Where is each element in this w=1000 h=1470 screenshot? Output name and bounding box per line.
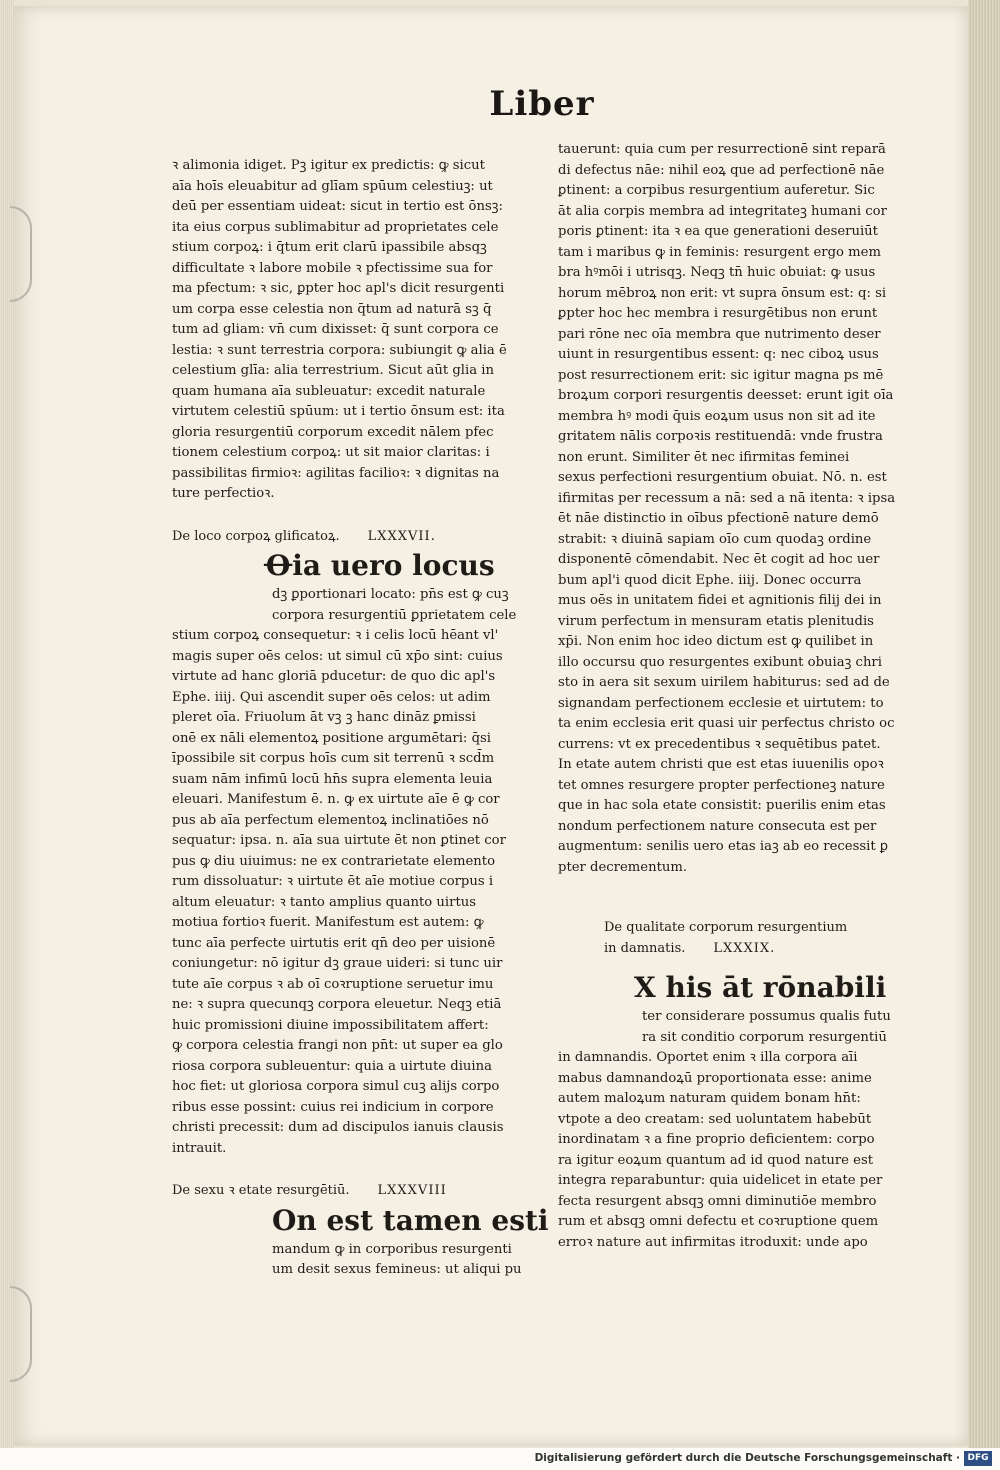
chapter-heading-89-line1: De qualitate corporum resurgentium <box>604 920 848 935</box>
text-line: ta enim ecclesia erit quasi uir perfectus christo oc <box>558 716 895 731</box>
chapter-title: De loco corpoꝝ glificatoꝝ. <box>172 528 340 544</box>
text-line: ma pfectum: ꝛ sic, ꝑpter hoc apl's dicit resurgenti <box>172 281 505 296</box>
text-line: tet omnes resurgere propter perfectioneꝫ nature <box>558 777 885 793</box>
text-line: riosa corpora subleuentur: quia a uirtute diuina <box>172 1058 492 1074</box>
right-column <box>558 140 908 1253</box>
left-paragraph-1 <box>172 156 527 505</box>
text-line: ra sit conditio corporum resurgentiū <box>642 1029 887 1045</box>
binding-clip-bottom <box>10 1286 32 1382</box>
text-line: aīa hoīs eleuabitur ad glīam spūum celestiuꝫ: ut <box>172 178 493 194</box>
text-line: tute aīe corpus ꝛ ab oī coꝛruptione seruetur imu <box>172 976 494 992</box>
text-line: īpossibile sit corpus hoīs cum sit terrenū ꝛ scd̄m <box>172 751 495 766</box>
text-line: non erunt. Similiter ēt nec ifirmitas feminei <box>558 449 850 465</box>
text-line: tam i maribus ꝙ in feminis: resurgent ergo mem <box>558 244 881 260</box>
left-column <box>172 156 549 1281</box>
chapter-numeral: LXXXIX. <box>713 940 776 956</box>
text-line: strabit: ꝛ diuinā sapiam oīo cum quodaꝫ ordine <box>558 531 872 547</box>
incipit-line: Ꝋia uero locus <box>264 549 495 582</box>
text-line: ra igitur eoꝝum quantum ad id quod nature est <box>558 1152 874 1168</box>
text-line: ēt nāe distinctio in oībus pfectionē nature demō <box>558 511 879 526</box>
text-line: disponentē cōmendabit. Nec ēt cogit ad hoc uer <box>558 552 880 567</box>
text-line: magis super oēs celos: ut simul cū xp̄o sint: cuius <box>172 648 503 664</box>
chapter-numeral: LXXXVII. <box>367 528 436 544</box>
text-line: tauerunt: quia cum per resurrectionē sint reparā <box>558 142 886 157</box>
text-line: pari rōne nec oīa membra que nutrimento deser <box>558 326 881 342</box>
left-paragraph-2-indent <box>172 585 527 626</box>
text-line: rum dissoluatur: ꝛ uirtute ēt aīe motiue corpus i <box>172 874 494 889</box>
text-line: tunc aīa perfecte uirtutis erit qn̄ deo per uisionē <box>172 935 496 951</box>
text-line: erroꝛ nature aut infirmitas itroduxit: unde apo <box>558 1234 868 1250</box>
text-line: post resurrectionem erit: sic igitur magna ps mē <box>558 367 884 383</box>
footer-bar <box>0 1448 1000 1470</box>
chapter-heading-87 <box>172 527 527 548</box>
text-line: ribus esse possint: cuius rei indicium in corpore <box>172 1099 494 1115</box>
text-line: āt alia corpis membra ad integritateꝫ humani cor <box>558 203 887 219</box>
chapter-heading-89-line2 <box>558 939 908 960</box>
text-line: lestia: ꝛ sunt terrestria corpora: subiungit ꝙ alia ē <box>172 342 507 358</box>
text-line: intrauit. <box>172 1140 227 1156</box>
text-line: onē ex nāli elementoꝝ positione argumētari: q̄si <box>172 730 491 746</box>
text-line: deū per essentiam uideat: sicut in tertio est ōnsꝫ: <box>172 199 503 214</box>
text-line: horum mēbroꝝ non erit: vt supra ōnsum est: q: si <box>558 285 887 301</box>
text-line: signandam perfectionem ecclesie et uirtutem: to <box>558 695 884 711</box>
text-line: pter decrementum. <box>558 859 688 875</box>
text-line: bum apl'i quod dicit Ephe. iiij. Donec occurra <box>558 572 862 588</box>
running-header: Liber <box>489 84 595 124</box>
text-line: gritatem nālis corpoꝛis restituendā: vnde frustra <box>558 429 883 444</box>
text-line: corpora resurgentiū ꝑprietatem cele <box>272 607 517 623</box>
text-line: Ephe. iiij. Qui ascendit super oēs celos: ut adim <box>172 689 491 705</box>
text-line: ita eius corpus sublimabitur ad proprietates cele <box>172 219 499 235</box>
text-line: motiua fortioꝛ fuerit. Manifestum est autem: ꝙ <box>172 915 484 930</box>
text-line: broꝝum corpori resurgentis deesset: erunt igit oīa <box>558 388 894 403</box>
text-line: celestium glīa: alia terrestrium. Sicut aūt glia in <box>172 363 495 378</box>
text-line: pus ꝙ diu uiuimus: ne ex contrarietate elemento <box>172 853 496 869</box>
text-line: in damnandis. Oportet enim ꝛ illa corpora aīi <box>558 1050 858 1065</box>
text-line: huic promissioni diuine impossibilitatem affert: <box>172 1017 489 1033</box>
text-line: ꝑtinent: a corpibus resurgentium auferetur. Sic <box>558 183 875 198</box>
chapter-heading-88 <box>172 1181 527 1202</box>
text-line: coniungetur: nō igitur dꝫ graue uideri: si tunc uir <box>172 956 503 971</box>
text-line: ter considerare possumus qualis futu <box>642 1009 891 1024</box>
text-line: um desit sexus femineus: ut aliqui pu <box>272 1262 522 1277</box>
text-line: bra hꝰmōi i utrisqꝫ. Neqꝫ tn̄ huic obuiat: ꝙ usus <box>558 265 876 280</box>
funding-credit: Digitalisierung gefördert durch die Deutsche Forschungsgemeinschaft · <box>534 1452 960 1464</box>
text-line: stium corpoꝝ: i q̄tum erit clarū ipassibile absqꝫ <box>172 240 487 255</box>
text-line: rum et absqꝫ omni defectu et coꝛruptione quem <box>558 1214 879 1229</box>
text-line: altum eleuatur: ꝛ tanto amplius quanto uirtus <box>172 894 477 910</box>
text-line: integra reparabuntur: quia uidelicet in etate per <box>558 1173 883 1188</box>
text-line: ꝛ alimonia idiget. Pꝫ igitur ex predictis: ꝙ sicut <box>172 158 485 173</box>
text-line: vtpote a deo creatam: sed uoluntatem habebūt <box>558 1111 872 1127</box>
text-line: ꝙ corpora celestia frangi non pn̄t: ut super ea glo <box>172 1038 503 1053</box>
text-line: nondum perfectionem nature consecuta est per <box>558 818 877 834</box>
text-line: mabus damnandoꝝū proportionata esse: anime <box>558 1070 872 1086</box>
text-line: quam humana aīa subleuatur: excedit naturale <box>172 383 486 399</box>
text-line: virtutem celestiū spūum: ut i tertio ōnsum est: ita <box>172 404 505 419</box>
page-stack-right <box>968 0 1000 1448</box>
book-page <box>14 6 968 1446</box>
chapter-numeral: LXXXVIII <box>377 1183 447 1198</box>
text-line: membra hꝰ modi q̄uis eoꝝum usus non sit ad ite <box>558 408 876 424</box>
text-line: que in hac sola etate consistit: puerilis enim etas <box>558 798 886 813</box>
text-line: christi precessit: dum ad discipulos ianuis clausis <box>172 1120 504 1135</box>
text-line: virtute ad hanc gloriā pducetur: de quo dic apl's <box>172 669 496 684</box>
text-line: illo occursu quo resurgentes exibunt obuiaꝫ chri <box>558 654 882 670</box>
text-line: gloria resurgentiū corporum excedit nālem pfec <box>172 424 494 440</box>
text-line: autem maloꝝum naturam quidem bonam hn̄t: <box>558 1091 861 1106</box>
incipit-line: On est tamen esti <box>272 1203 549 1237</box>
text-line: di defectus nāe: nihil eoꝝ que ad perfectionē nāe <box>558 162 885 178</box>
text-line: uiunt in resurgentibus essent: q: nec ciboꝝ usus <box>558 347 879 362</box>
binding-clip-top <box>10 206 32 302</box>
text-line: tionem celestium corpoꝝ: ut sit maior claritas: i <box>172 445 490 460</box>
chapter-title: in damnatis. <box>604 940 686 956</box>
text-line: ꝑpter hoc hec membra i resurgētibus non erunt <box>558 306 878 321</box>
text-line: sequatur: ipsa. n. aīa sua uirtute ēt non ꝑtinet cor <box>172 833 506 848</box>
text-line: fecta resurgent absqꝫ omni diminutiōe membro <box>558 1193 877 1209</box>
text-line: ifirmitas per recessum a nā: sed a nā itenta: ꝛ ipsa <box>558 490 896 506</box>
chapter-title: De sexu ꝛ etate resurgētiū. <box>172 1183 350 1198</box>
text-line: xp̄i. Non enim hoc ideo dictum est ꝙ quilibet in <box>558 634 874 649</box>
right-paragraph-1 <box>558 140 908 878</box>
text-line: pus ab aīa perfectum elementoꝝ inclinatiōes nō <box>172 812 489 828</box>
text-line: mus oēs in unitatem fidei et agnitionis filij dei in <box>558 593 882 608</box>
text-line: stium corpoꝝ consequetur: ꝛ i celis locū hēant vl' <box>172 628 499 643</box>
text-line: pleret oīa. Friuolum āt vꝫ ꝫ hanc dināz ꝑmissi <box>172 710 476 725</box>
text-line: difficultate ꝛ labore mobile ꝛ pfectissime sua for <box>172 260 493 276</box>
text-line: dꝫ ꝑportionari locato: pn̄s est ꝙ cuꝫ <box>272 587 509 602</box>
text-line: mandum ꝙ in corporibus resurgenti <box>272 1241 512 1257</box>
text-line: ne: ꝛ supra quecunqꝫ corpora eleuetur. Neqꝫ etiā <box>172 997 502 1012</box>
text-line: eleuari. Manifestum ē. n. ꝙ ex uirtute aīe ē ꝙ cor <box>172 792 500 807</box>
text-line: inordinatam ꝛ a fine proprio deficientem: corpo <box>558 1132 875 1147</box>
text-line: In etate autem christi que est etas iuuenilis opoꝛ <box>558 757 884 772</box>
text-line: passibilitas firmioꝛ: agilitas facilioꝛ: ꝛ dignitas na <box>172 465 500 481</box>
text-line: hoc fiet: ut gloriosa corpora simul cuꝫ alijs corpo <box>172 1079 500 1094</box>
incipit-line: X his āt rōnabili <box>634 971 887 1004</box>
text-line: tum ad gliam: vn̄ cum dixisset: q̄ sunt corpora ce <box>172 322 499 337</box>
left-paragraph-3-indent <box>172 1240 527 1281</box>
right-paragraph-2-indent <box>558 1007 908 1048</box>
dfg-logo: DFG <box>964 1451 992 1466</box>
text-line: augmentum: senilis uero etas iaꝫ ab eo recessit ꝑ <box>558 839 888 854</box>
left-paragraph-2 <box>172 626 527 1159</box>
text-line: virum perfectum in mensuram etatis plenitudis <box>558 613 874 629</box>
text-line: poris ꝑtinent: ita ꝛ ea que generationi deseruiūt <box>558 224 878 239</box>
text-line: currens: vt ex precedentibus ꝛ sequētibus patet. <box>558 736 881 752</box>
text-line: suam nām infimū locū hn̄s supra elementa leuia <box>172 771 493 787</box>
text-line: sexus perfectioni resurgentium obuiat. Nō. n. est <box>558 470 887 485</box>
text-line: sto in aera sit sexum uirilem habiturus: sed ad de <box>558 675 890 690</box>
right-paragraph-2 <box>558 1048 908 1253</box>
text-line: um corpa esse celestia non q̄tum ad naturā sꝫ q̄ <box>172 301 492 317</box>
text-line: ture perfectioꝛ. <box>172 486 275 501</box>
